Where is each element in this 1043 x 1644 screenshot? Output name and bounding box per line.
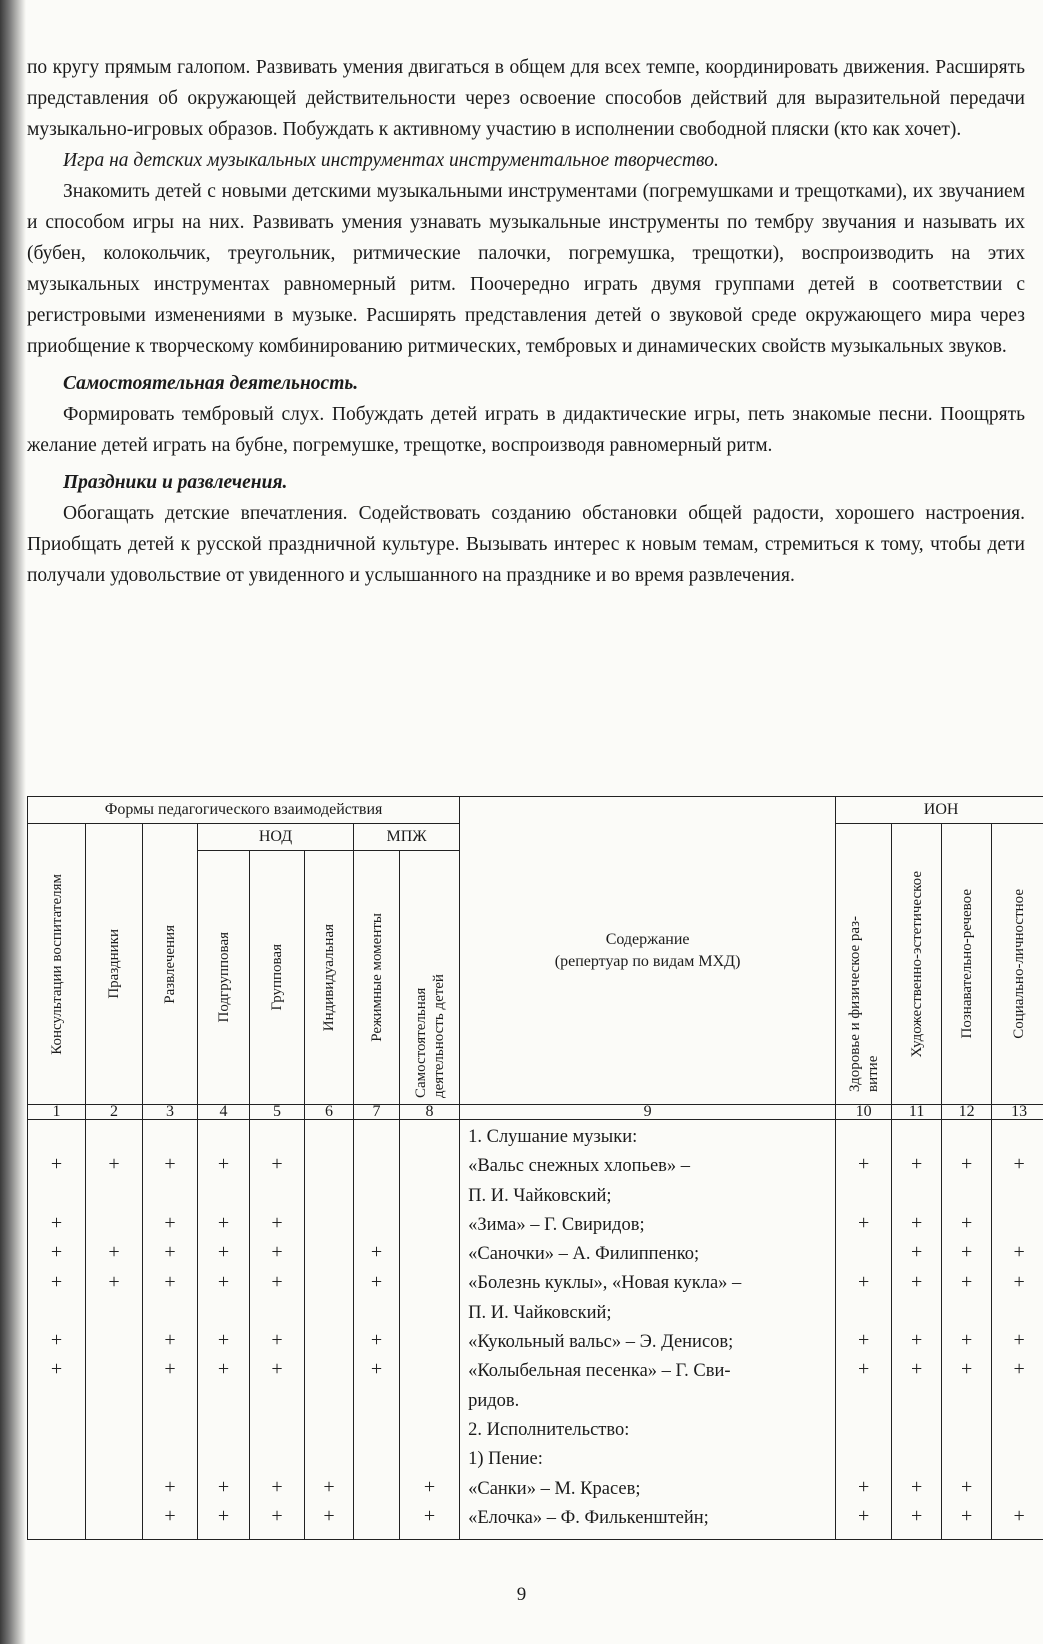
col-header-6: Индивидуальная <box>305 851 354 1105</box>
col-number: 2 <box>86 1105 143 1120</box>
plus-mark: + <box>1013 1153 1025 1176</box>
plus-mark: + <box>910 1241 923 1264</box>
plus-column-8 <box>400 1120 460 1540</box>
page-number: 9 <box>516 1584 527 1605</box>
repertoire-line: П. И. Чайковский; <box>468 1302 612 1323</box>
plus-column-11 <box>892 1120 942 1540</box>
plus-mark: + <box>857 1153 870 1176</box>
plus-mark: + <box>164 1211 176 1234</box>
plus-mark: + <box>960 1475 973 1498</box>
col-number: 4 <box>198 1105 250 1120</box>
plus-mark: + <box>217 1475 230 1498</box>
heading-independent-activity: Самостоятельная деятельность. <box>63 373 359 394</box>
plus-mark: + <box>323 1475 335 1498</box>
paragraph-holidays: Обогащать детские впечатления. Содействовать созданию обстановки общей радости, хорошего настроения. Приобщать детей к русской праздничной культуре. Вызывать интерес к новым темам, стремиться к тому, чтобы дети получали удовольствие от увиденного и услышанного на празднике и во время развлечения. <box>27 503 1025 586</box>
header-forms: Формы педагогического взаимодействия <box>28 797 460 824</box>
heading-holidays: Праздники и развлечения. <box>63 472 288 493</box>
table-body-row <box>28 1120 1043 1540</box>
plus-mark: + <box>217 1358 230 1381</box>
repertoire-line: 2. Исполнительство: <box>468 1419 630 1440</box>
plus-mark: + <box>960 1358 973 1381</box>
col-number: 7 <box>354 1105 400 1120</box>
plus-mark: + <box>910 1211 923 1234</box>
plus-mark: + <box>370 1329 383 1352</box>
col-number: 9 <box>460 1105 836 1120</box>
plus-mark: + <box>857 1475 870 1498</box>
header-nod: НОД <box>198 824 354 851</box>
plus-mark: + <box>960 1329 973 1352</box>
repertoire-line: «Кукольный вальс» – Э. Денисов; <box>468 1332 734 1353</box>
column-numbers-row <box>28 1105 1043 1120</box>
col-number: 5 <box>250 1105 305 1120</box>
col-header-4: Подгрупповая <box>198 851 250 1105</box>
header-mpzh: МПЖ <box>354 824 460 851</box>
plus-mark: + <box>271 1329 283 1352</box>
col-number: 10 <box>836 1105 892 1120</box>
plus-mark: + <box>857 1211 870 1234</box>
col-header-8: Самостоятельная деятельность детей <box>400 851 460 1105</box>
plus-column-10 <box>836 1120 892 1540</box>
repertoire-line: «Елочка» – Ф. Филькенштейн; <box>468 1507 709 1528</box>
col-header-7: Режимные моменты <box>354 851 400 1105</box>
plus-mark: + <box>960 1504 973 1527</box>
plus-mark: + <box>271 1270 283 1293</box>
plus-mark: + <box>271 1211 283 1234</box>
plus-mark: + <box>271 1475 283 1498</box>
paragraph-instruments: Знакомить детей с новыми детскими музыкальными инструментами (погремушками и трещотками), их звучанием и способом игры на них. Развивать умения узнавать музыкальные инструменты по тембру звучания и называть их (бубен, колокольчик, треугольник, ритмические палочки, погремушка, трещотки), воспроизводить на этих музыкальных инструментах равномерный ритм. Поочередно играть двумя группами детей в соответствии с регистровыми изменениями в музыке. Расширять представления детей о звуковой среде окружающего мира через приобщение к творческому комбинированию ритмических, тембровых и динамических свойств музыкальных звуков. <box>27 181 1025 357</box>
plus-mark: + <box>1013 1358 1025 1381</box>
plus-mark: + <box>164 1504 176 1527</box>
plus-mark: + <box>164 1358 176 1381</box>
heading-instruments: Игра на детских музыкальных инструментах инструментальное творчество. <box>63 150 719 171</box>
plus-mark: + <box>910 1504 923 1527</box>
plus-mark: + <box>910 1270 923 1293</box>
col-number: 11 <box>892 1105 942 1120</box>
repertoire-table <box>27 796 1043 1540</box>
plus-mark: + <box>164 1475 176 1498</box>
repertoire-line: «Санки» – М. Красев; <box>468 1478 641 1499</box>
plus-mark: + <box>108 1270 120 1293</box>
plus-mark: + <box>1013 1241 1025 1264</box>
plus-column-6 <box>305 1120 354 1540</box>
plus-mark: + <box>108 1241 120 1264</box>
paragraph-independent-activity: Формировать тембровый слух. Побуждать детей играть в дидактические игры, петь знакомые песни. Поощрять желание детей играть на бубне, погремушке, трещотке, воспроизводя равномерный ритм. <box>27 404 1025 456</box>
paragraph-continuation: по кругу прямым галопом. Развивать умения двигаться в общем для всех темпе, координировать движения. Расширять представления об окружающей действительности через освоение способов действий для выразительной передачи музыкально-игровых образов. Побуждать к активному участию в исполнении свободной пляски (кто как хочет). <box>27 57 1025 140</box>
plus-mark: + <box>960 1153 973 1176</box>
plus-column-12 <box>942 1120 992 1540</box>
plus-mark: + <box>271 1241 283 1264</box>
plus-column-2 <box>86 1120 143 1540</box>
plus-column-5 <box>250 1120 305 1540</box>
plus-mark: + <box>857 1358 870 1381</box>
plus-mark: + <box>370 1270 383 1293</box>
plus-mark: + <box>50 1153 63 1176</box>
col-header-2: Праздники <box>86 824 143 1105</box>
repertoire-line: 1. Слушание музыки: <box>468 1127 638 1147</box>
header-content-title: Содержание <box>605 930 690 948</box>
plus-mark: + <box>217 1504 230 1527</box>
repertoire-line: «Болезнь куклы», «Новая кукла» – <box>468 1273 742 1294</box>
plus-mark: + <box>910 1358 923 1381</box>
col-number: 13 <box>992 1105 1043 1120</box>
col-number: 12 <box>942 1105 992 1120</box>
repertoire-line: ридов. <box>468 1390 520 1411</box>
plus-mark: + <box>50 1211 63 1234</box>
plus-mark: + <box>960 1211 973 1234</box>
plus-mark: + <box>108 1153 120 1176</box>
plus-mark: + <box>857 1270 870 1293</box>
plus-mark: + <box>217 1270 230 1293</box>
plus-mark: + <box>910 1329 923 1352</box>
plus-mark: + <box>857 1504 870 1527</box>
plus-mark: + <box>910 1153 923 1176</box>
repertoire-line: «Саночки» – А. Филиппенко; <box>468 1244 700 1265</box>
repertoire-line: 1) Пение: <box>468 1449 543 1470</box>
plus-mark: + <box>50 1241 63 1264</box>
col-header-12: Познавательно-речевое <box>942 824 992 1105</box>
plus-mark: + <box>370 1241 383 1264</box>
plus-mark: + <box>217 1241 230 1264</box>
plus-mark: + <box>910 1475 923 1498</box>
plus-mark: + <box>1013 1329 1025 1352</box>
header-ion: ИОН <box>836 797 1043 824</box>
plus-mark: + <box>271 1153 283 1176</box>
plus-mark: + <box>1013 1504 1025 1527</box>
plus-mark: + <box>960 1270 973 1293</box>
plus-mark: + <box>50 1270 63 1293</box>
plus-mark: + <box>164 1329 176 1352</box>
plus-mark: + <box>217 1329 230 1352</box>
plus-mark: + <box>271 1504 283 1527</box>
plus-mark: + <box>370 1358 383 1381</box>
col-header-10: Здоровье и физическое раз- витие <box>836 824 892 1105</box>
col-number: 3 <box>143 1105 198 1120</box>
plus-column-1 <box>28 1120 86 1540</box>
col-number: 8 <box>400 1105 460 1120</box>
plus-mark: + <box>960 1241 973 1264</box>
col-header-5: Групповая <box>250 851 305 1105</box>
plus-column-3 <box>143 1120 198 1540</box>
plus-mark: + <box>217 1153 230 1176</box>
col-header-3: Развлечения <box>143 824 198 1105</box>
col-number: 6 <box>305 1105 354 1120</box>
repertoire-line: «Зима» – Г. Свиридов; <box>468 1214 645 1235</box>
scan-shadow-edge <box>0 0 26 1644</box>
plus-mark: + <box>164 1153 176 1176</box>
plus-mark: + <box>271 1358 283 1381</box>
repertoire-line: П. И. Чайковский; <box>468 1185 612 1206</box>
repertoire-line: «Колыбельная песенка» – Г. Сви- <box>468 1361 731 1382</box>
plus-mark: + <box>164 1270 176 1293</box>
header-content <box>460 797 836 1105</box>
plus-column-4 <box>198 1120 250 1540</box>
plus-mark: + <box>323 1504 335 1527</box>
plus-mark: + <box>50 1358 63 1381</box>
plus-column-7 <box>354 1120 400 1540</box>
col-header-11: Художественно-эстетическое <box>892 824 942 1105</box>
plus-mark: + <box>164 1241 176 1264</box>
col-header-1: Консультации воспитателям <box>28 824 86 1105</box>
header-content-subtitle: (репертуар по видам МХД) <box>554 952 741 970</box>
plus-mark: + <box>857 1329 870 1352</box>
plus-mark: + <box>423 1475 436 1498</box>
page-text <box>27 52 1025 591</box>
plus-mark: + <box>423 1504 436 1527</box>
plus-mark: + <box>50 1329 63 1352</box>
plus-mark: + <box>217 1211 230 1234</box>
plus-mark: + <box>1013 1270 1025 1293</box>
plus-column-13 <box>992 1120 1043 1540</box>
col-header-13: Социально-личностное <box>992 824 1043 1105</box>
repertoire-line: «Вальс снежных хлопьев» – <box>468 1156 691 1177</box>
col-number: 1 <box>28 1105 86 1120</box>
repertoire-cell <box>460 1120 836 1540</box>
